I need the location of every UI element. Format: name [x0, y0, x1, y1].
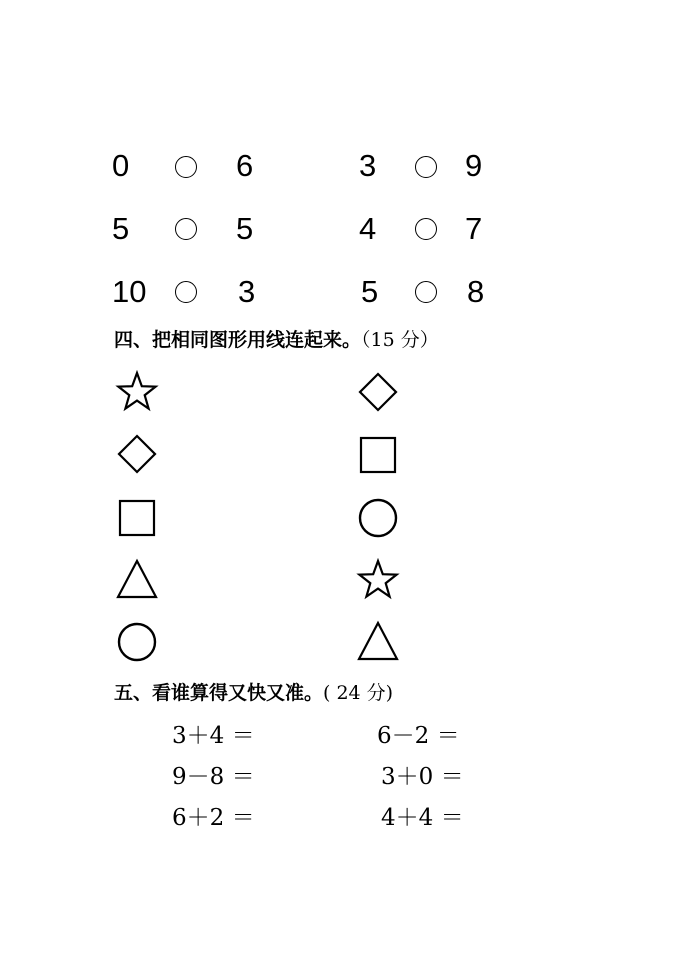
compare-circle-blank[interactable] — [175, 281, 197, 303]
square-icon[interactable] — [356, 433, 400, 477]
equation-left: 9－8 ＝ — [172, 764, 255, 790]
section-5-points: ( 24 分) — [323, 682, 394, 704]
compare-circle-blank[interactable] — [175, 218, 197, 240]
section-5-heading — [114, 684, 393, 703]
compare-right-number: 5 — [236, 211, 254, 246]
compare-left-number: 4 — [359, 211, 377, 246]
compare-right-number: 8 — [467, 274, 485, 309]
compare-left-number: 3 — [359, 148, 377, 183]
compare-circle-blank[interactable] — [415, 218, 437, 240]
compare-right-number: 6 — [236, 148, 254, 183]
star-icon[interactable] — [356, 558, 400, 602]
equation-left: 3＋4 ＝ — [172, 723, 255, 749]
compare-left-number: 0 — [112, 148, 130, 183]
equation-right: 3＋0 ＝ — [381, 764, 464, 790]
compare-circle-blank[interactable] — [415, 281, 437, 303]
equation-right: 6－2 ＝ — [377, 723, 460, 749]
triangle-icon[interactable] — [356, 619, 400, 663]
compare-right-number: 3 — [238, 274, 256, 309]
diamond-icon[interactable] — [115, 432, 159, 476]
star-icon[interactable] — [115, 370, 159, 414]
compare-circle-blank[interactable] — [415, 156, 437, 178]
section-4-title: 四、把相同图形用线连起来。 — [114, 329, 362, 351]
circle-icon[interactable] — [356, 496, 400, 540]
section-4-heading — [114, 331, 439, 350]
compare-left-number: 10 — [112, 274, 147, 309]
equation-left: 6＋2 ＝ — [172, 805, 255, 831]
equation-right: 4＋4 ＝ — [381, 805, 464, 831]
compare-left-number: 5 — [112, 211, 130, 246]
section-4-points: （15 分） — [361, 329, 439, 351]
diamond-icon[interactable] — [356, 370, 400, 414]
square-icon[interactable] — [115, 496, 159, 540]
circle-icon[interactable] — [115, 620, 159, 664]
compare-left-number: 5 — [361, 274, 379, 309]
section-5-title: 五、看谁算得又快又准。 — [114, 682, 324, 704]
compare-circle-blank[interactable] — [175, 156, 197, 178]
compare-right-number: 7 — [465, 211, 483, 246]
triangle-icon[interactable] — [115, 557, 159, 601]
compare-right-number: 9 — [465, 148, 483, 183]
